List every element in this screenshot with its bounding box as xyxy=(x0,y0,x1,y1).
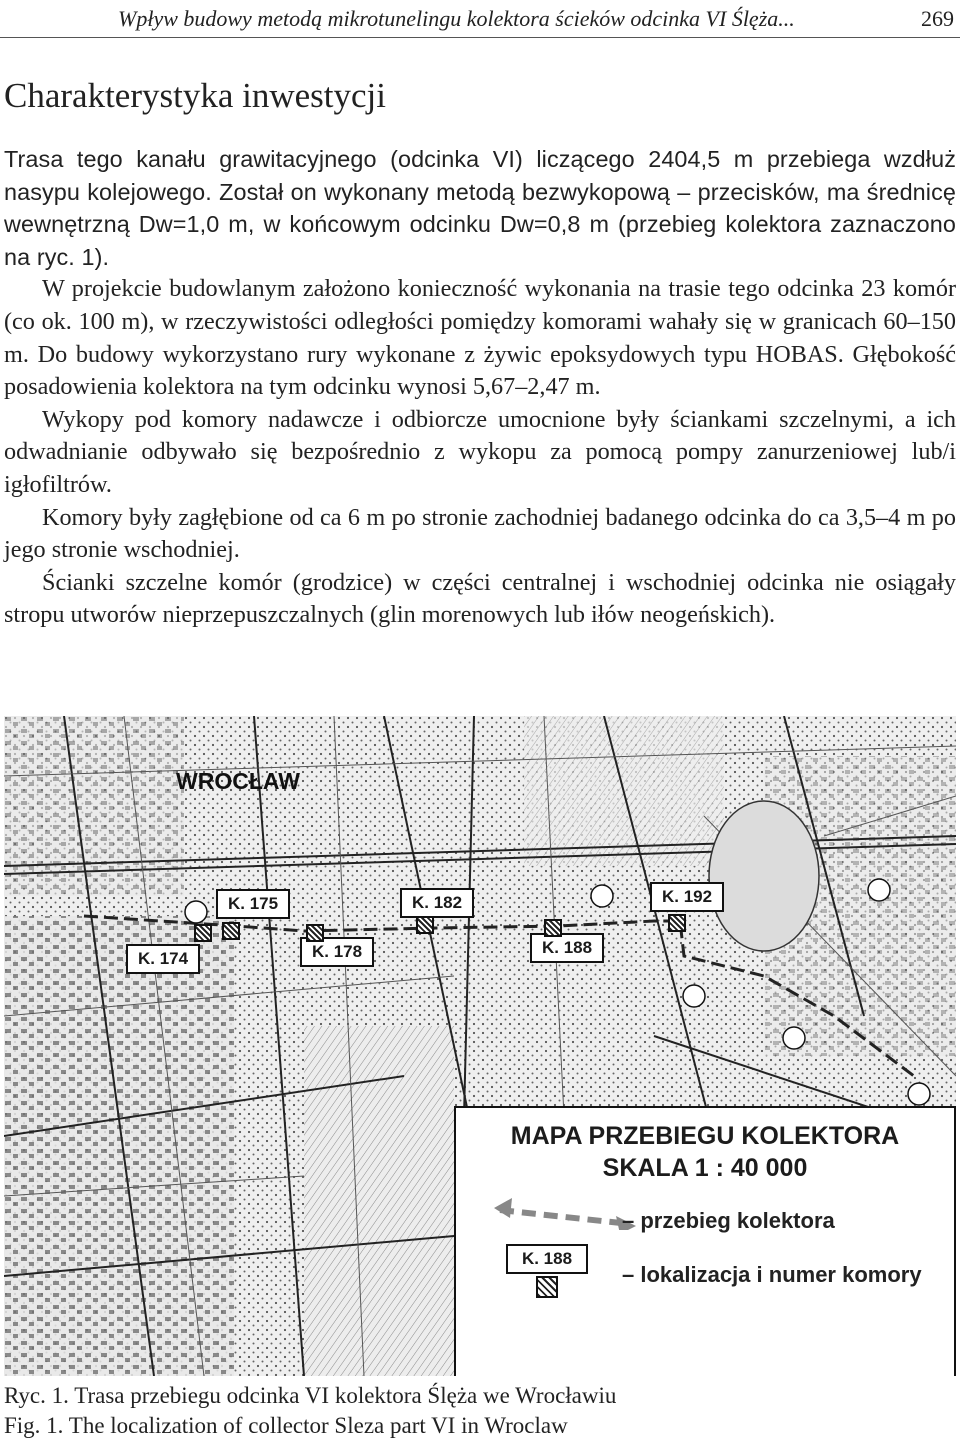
paragraph: Ścianki szczelne komór (grodzice) w części centralnej i wschodniej odcinka nie osiągały stropu utworów nieprzepuszczalnych (glin morenowych lub iłów neogeńskich). xyxy=(4,568,956,629)
chamber-marker xyxy=(306,924,324,942)
chamber-tag: K. 174 xyxy=(126,944,200,974)
chamber-marker xyxy=(194,924,212,942)
chamber-marker xyxy=(416,916,434,934)
legend-chamber-tag: K. 188 xyxy=(506,1244,588,1274)
chamber-marker xyxy=(668,914,686,932)
paragraph: Trasa tego kanału grawitacyjnego (odcinka VI) liczącego 2404,5 m przebiega wzdłuż nasypu kolejowego. Został on wykonany metodą bezwykopową – przecisków, ma średnicę wewnętrzną Dw=1,0 m, w końcowym odcinku Dw=0,8 m (przebieg kolektora zaznaczono na ryc. 1). xyxy=(4,146,956,270)
paragraph: Wykopy pod komory nadawcze i odbiorcze umocnione były ściankami szczelnymi, a ich odwadnianie odbywało się bezpośrednio z wykopu za pomocą pompy zanurzeniowej lub/i igłofiltrów. xyxy=(4,405,956,498)
legend-title: MAPA PRZEBIEGU KOLEKTORA xyxy=(510,1122,900,1150)
body-text xyxy=(4,143,956,632)
chamber-marker xyxy=(222,922,240,940)
chamber-tag: K. 192 xyxy=(650,882,724,912)
running-head-title: Wpływ budowy metodą mikrotunelingu kolektora ścieków odcinka VI Ślęża... xyxy=(118,6,795,31)
caption-pl: Ryc. 1. Trasa przebiegu odcinka VI kolektora Ślęża we Wrocławiu xyxy=(4,1383,617,1408)
header-rule xyxy=(0,37,960,38)
legend-route-label: – przebieg kolektora xyxy=(622,1208,835,1233)
chamber-marker xyxy=(544,919,562,937)
legend-scale: SKALA 1 : 40 000 xyxy=(602,1154,808,1182)
collector-route-map xyxy=(4,716,956,1376)
chamber-tag: K. 178 xyxy=(300,937,374,967)
chamber-tag: K. 188 xyxy=(530,933,604,963)
caption-en: Fig. 1. The localization of collector Sleza part VI in Wroclaw xyxy=(4,1413,568,1438)
legend-chamber-label: – lokalizacja i numer komory xyxy=(622,1262,922,1287)
paragraph: Komory były zagłębione od ca 6 m po stronie zachodniej badanego odcinka do ca 3,5–4 m po jego stronie wschodniej. xyxy=(4,503,956,564)
figure-caption xyxy=(4,1381,616,1441)
legend-chamber-marker xyxy=(536,1276,558,1298)
chamber-tag: K. 175 xyxy=(216,889,290,919)
running-head xyxy=(0,0,960,40)
route-arrow-icon xyxy=(490,1190,640,1230)
page-number: 269 xyxy=(921,6,954,31)
map-legend xyxy=(454,1106,956,1376)
section-title: Charakterystyka inwestycji xyxy=(4,76,386,115)
chamber-tag: K. 182 xyxy=(400,888,474,918)
city-label: WROCŁAW xyxy=(176,768,300,794)
paragraph: W projekcie budowlanym założono konieczność wykonania na trasie tego odcinka 23 komór (co ok. 100 m), w rzeczywistości odległości pomiędzy komorami wahały się w granicach 60–150 m. Do budowy wykorzystano rury wykonane z żywic epoksydowych typu HOBAS. Głębokość posadowienia kolektora na tym odcinku wynosi 5,67–2,47 m. xyxy=(4,275,956,401)
